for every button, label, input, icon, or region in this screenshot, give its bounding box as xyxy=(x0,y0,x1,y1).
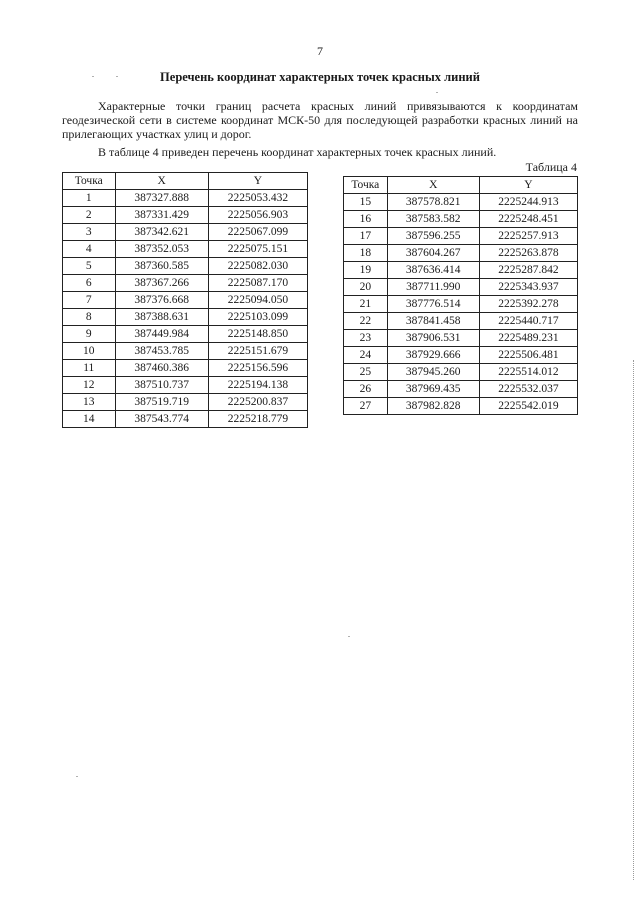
cell-x: 387776.514 xyxy=(387,296,479,313)
table-row xyxy=(63,309,308,326)
table-row xyxy=(344,194,578,211)
column-header-x: X xyxy=(115,173,208,190)
cell-y: 2225094.050 xyxy=(208,292,307,309)
cell-point: 18 xyxy=(344,245,388,262)
table-caption: Таблица 4 xyxy=(525,160,577,174)
cell-point: 2 xyxy=(63,207,116,224)
cell-x: 387906.531 xyxy=(387,330,479,347)
cell-point: 1 xyxy=(63,190,116,207)
table-row xyxy=(344,296,578,313)
table-row xyxy=(63,275,308,292)
cell-x: 387327.888 xyxy=(115,190,208,207)
cell-y: 2225542.019 xyxy=(479,398,577,415)
cell-point: 11 xyxy=(63,360,116,377)
coordinates-table-right xyxy=(343,176,578,415)
cell-y: 2225257.913 xyxy=(479,228,577,245)
column-header-y: Y xyxy=(479,177,577,194)
table-row xyxy=(63,326,308,343)
cell-x: 387543.774 xyxy=(115,411,208,428)
table-row xyxy=(344,398,578,415)
cell-x: 387360.585 xyxy=(115,258,208,275)
cell-point: 7 xyxy=(63,292,116,309)
cell-x: 387596.255 xyxy=(387,228,479,245)
cell-point: 5 xyxy=(63,258,116,275)
cell-y: 2225082.030 xyxy=(208,258,307,275)
cell-point: 26 xyxy=(344,381,388,398)
cell-y: 2225194.138 xyxy=(208,377,307,394)
table-row xyxy=(63,190,308,207)
cell-y: 2225248.451 xyxy=(479,211,577,228)
cell-y: 2225200.837 xyxy=(208,394,307,411)
table-row xyxy=(63,394,308,411)
column-header-point: Точка xyxy=(344,177,388,194)
column-header-point: Точка xyxy=(63,173,116,190)
cell-x: 387367.266 xyxy=(115,275,208,292)
cell-y: 2225440.717 xyxy=(479,313,577,330)
table-row xyxy=(344,313,578,330)
table-row xyxy=(344,228,578,245)
cell-y: 2225151.679 xyxy=(208,343,307,360)
scan-speck xyxy=(436,92,438,93)
table-row xyxy=(63,241,308,258)
cell-point: 22 xyxy=(344,313,388,330)
table-row xyxy=(344,364,578,381)
cell-point: 3 xyxy=(63,224,116,241)
cell-y: 2225263.878 xyxy=(479,245,577,262)
cell-point: 9 xyxy=(63,326,116,343)
cell-point: 13 xyxy=(63,394,116,411)
cell-point: 27 xyxy=(344,398,388,415)
paragraph-table-reference: В таблице 4 приведен перечень координат характерных точек красных линий. xyxy=(98,145,497,159)
table-row xyxy=(63,292,308,309)
column-header-x: X xyxy=(387,177,479,194)
cell-x: 387578.821 xyxy=(387,194,479,211)
left-table-body xyxy=(63,190,308,428)
scan-speck xyxy=(76,776,78,777)
table-row xyxy=(63,224,308,241)
cell-x: 387929.666 xyxy=(387,347,479,364)
cell-x: 387636.414 xyxy=(387,262,479,279)
table-row xyxy=(344,279,578,296)
cell-x: 387711.990 xyxy=(387,279,479,296)
cell-point: 10 xyxy=(63,343,116,360)
cell-y: 2225056.903 xyxy=(208,207,307,224)
cell-x: 387583.582 xyxy=(387,211,479,228)
table-row xyxy=(344,381,578,398)
scan-edge-mark xyxy=(633,360,635,880)
cell-point: 15 xyxy=(344,194,388,211)
cell-x: 387519.719 xyxy=(115,394,208,411)
cell-x: 387460.386 xyxy=(115,360,208,377)
cell-x: 387604.267 xyxy=(387,245,479,262)
cell-x: 387449.984 xyxy=(115,326,208,343)
cell-x: 387376.668 xyxy=(115,292,208,309)
cell-x: 387510.737 xyxy=(115,377,208,394)
cell-x: 387969.435 xyxy=(387,381,479,398)
table-header-row xyxy=(344,177,578,194)
cell-y: 2225087.170 xyxy=(208,275,307,292)
table-row xyxy=(63,207,308,224)
cell-point: 4 xyxy=(63,241,116,258)
cell-point: 12 xyxy=(63,377,116,394)
table-row xyxy=(63,343,308,360)
cell-point: 25 xyxy=(344,364,388,381)
table-row xyxy=(344,245,578,262)
cell-x: 387453.785 xyxy=(115,343,208,360)
cell-y: 2225103.099 xyxy=(208,309,307,326)
cell-x: 387331.429 xyxy=(115,207,208,224)
scan-speck xyxy=(348,636,350,637)
cell-y: 2225067.099 xyxy=(208,224,307,241)
cell-y: 2225343.937 xyxy=(479,279,577,296)
cell-point: 8 xyxy=(63,309,116,326)
page-number: 7 xyxy=(317,44,323,58)
cell-point: 19 xyxy=(344,262,388,279)
cell-x: 387388.631 xyxy=(115,309,208,326)
table-row xyxy=(63,411,308,428)
document-heading: Перечень координат характерных точек красных линий xyxy=(160,70,480,84)
table-row xyxy=(344,347,578,364)
cell-y: 2225053.432 xyxy=(208,190,307,207)
table-row xyxy=(63,258,308,275)
cell-y: 2225506.481 xyxy=(479,347,577,364)
coordinates-table-left xyxy=(62,172,308,428)
cell-y: 2225244.913 xyxy=(479,194,577,211)
scan-speck xyxy=(92,76,94,77)
cell-y: 2225075.151 xyxy=(208,241,307,258)
scan-speck xyxy=(116,76,118,77)
cell-point: 17 xyxy=(344,228,388,245)
cell-x: 387352.053 xyxy=(115,241,208,258)
cell-point: 23 xyxy=(344,330,388,347)
cell-y: 2225218.779 xyxy=(208,411,307,428)
cell-x: 387945.260 xyxy=(387,364,479,381)
table-row xyxy=(63,377,308,394)
cell-point: 16 xyxy=(344,211,388,228)
cell-x: 387342.621 xyxy=(115,224,208,241)
column-header-y: Y xyxy=(208,173,307,190)
cell-point: 6 xyxy=(63,275,116,292)
table-row xyxy=(344,330,578,347)
cell-point: 20 xyxy=(344,279,388,296)
table-row xyxy=(344,262,578,279)
cell-point: 24 xyxy=(344,347,388,364)
table-header-row xyxy=(63,173,308,190)
table-row xyxy=(63,360,308,377)
cell-y: 2225287.842 xyxy=(479,262,577,279)
cell-y: 2225156.596 xyxy=(208,360,307,377)
paragraph-intro: Характерные точки границ расчета красных линий привязываются к координатам геодезической сети в системе координат МСК-50 для последующей разработки красных линий на прилегающих участках улиц и дорог. xyxy=(62,99,578,141)
table-row xyxy=(344,211,578,228)
cell-y: 2225148.850 xyxy=(208,326,307,343)
cell-x: 387841.458 xyxy=(387,313,479,330)
cell-point: 14 xyxy=(63,411,116,428)
cell-y: 2225489.231 xyxy=(479,330,577,347)
cell-y: 2225514.012 xyxy=(479,364,577,381)
right-table-body xyxy=(344,194,578,415)
cell-x: 387982.828 xyxy=(387,398,479,415)
cell-y: 2225532.037 xyxy=(479,381,577,398)
cell-point: 21 xyxy=(344,296,388,313)
cell-y: 2225392.278 xyxy=(479,296,577,313)
